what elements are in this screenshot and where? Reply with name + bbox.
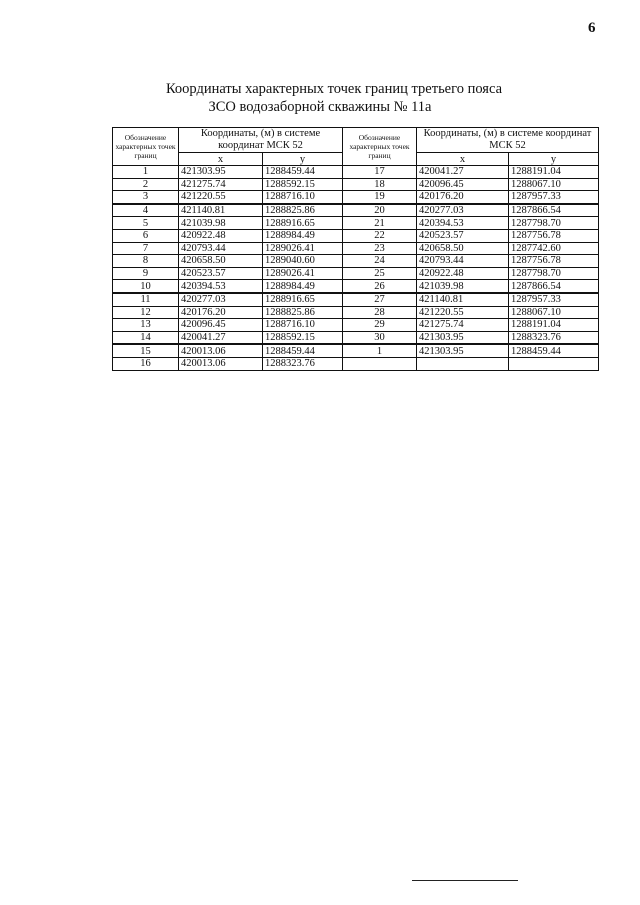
- cell-x2: 420793.44: [417, 255, 509, 268]
- cell-y1: 1288916.65: [263, 217, 343, 230]
- cell-x2: 421303.95: [417, 344, 509, 357]
- table-header-row: [113, 128, 599, 153]
- cell-p2: 24: [343, 255, 417, 268]
- cell-y2: 1287756.78: [509, 229, 599, 242]
- cell-p1: 9: [113, 267, 179, 280]
- cell-x1: 420793.44: [179, 242, 263, 255]
- cell-y1: 1288592.15: [263, 331, 343, 344]
- header-x-left: x: [179, 153, 263, 166]
- cell-x2: 421275.74: [417, 319, 509, 332]
- cell-x1: 420922.48: [179, 229, 263, 242]
- cell-p2: 18: [343, 178, 417, 191]
- coordinates-table: [112, 127, 599, 371]
- cell-y2: 1287866.54: [509, 280, 599, 293]
- cell-y2: 1287798.70: [509, 217, 599, 230]
- cell-x1: 420096.45: [179, 319, 263, 332]
- cell-x1: 420013.06: [179, 344, 263, 357]
- table-row: [113, 293, 599, 306]
- cell-y1: 1288984.49: [263, 280, 343, 293]
- cell-p2: 21: [343, 217, 417, 230]
- cell-x2: 420523.57: [417, 229, 509, 242]
- table-row: [113, 267, 599, 280]
- cell-p2: 26: [343, 280, 417, 293]
- cell-y1: 1289026.41: [263, 267, 343, 280]
- table-row: [113, 242, 599, 255]
- cell-x2: 420096.45: [417, 178, 509, 191]
- title-line-2: ЗСО водозаборной скважины № 11а: [208, 99, 432, 115]
- cell-p1: 5: [113, 217, 179, 230]
- cell-y1: 1288825.86: [263, 204, 343, 217]
- cell-p1: 1: [113, 166, 179, 179]
- header-y-left: y: [263, 153, 343, 166]
- cell-x2: 420658.50: [417, 242, 509, 255]
- cell-p1: 2: [113, 178, 179, 191]
- cell-y2: 1287866.54: [509, 204, 599, 217]
- cell-y1: 1288323.76: [263, 357, 343, 370]
- table-row: [113, 344, 599, 357]
- cell-y1: 1288716.10: [263, 191, 343, 204]
- table-row: [113, 319, 599, 332]
- cell-x2: 421039.98: [417, 280, 509, 293]
- cell-x1: 420176.20: [179, 306, 263, 319]
- table-row: [113, 255, 599, 268]
- cell-x1: 421275.74: [179, 178, 263, 191]
- cell-p1: 6: [113, 229, 179, 242]
- cell-p1: 12: [113, 306, 179, 319]
- cell-p1: 13: [113, 319, 179, 332]
- cell-p1: 8: [113, 255, 179, 268]
- cell-x2: 420041.27: [417, 166, 509, 179]
- cell-x1: 421039.98: [179, 217, 263, 230]
- cell-p1: 7: [113, 242, 179, 255]
- cell-y2: 1287957.33: [509, 191, 599, 204]
- cell-p2: 29: [343, 319, 417, 332]
- cell-p1: 15: [113, 344, 179, 357]
- cell-y2: [509, 357, 599, 370]
- cell-y1: 1288459.44: [263, 344, 343, 357]
- cell-x1: 420394.53: [179, 280, 263, 293]
- cell-p2: 1: [343, 344, 417, 357]
- cell-x2: 420277.03: [417, 204, 509, 217]
- cell-p1: 4: [113, 204, 179, 217]
- cell-y2: 1288067.10: [509, 178, 599, 191]
- cell-x2: [417, 357, 509, 370]
- cell-p2: 19: [343, 191, 417, 204]
- cell-x1: 420041.27: [179, 331, 263, 344]
- cell-p2: 22: [343, 229, 417, 242]
- table-row: [113, 204, 599, 217]
- cell-x1: 420013.06: [179, 357, 263, 370]
- cell-y1: 1288459.44: [263, 166, 343, 179]
- cell-y2: 1287798.70: [509, 267, 599, 280]
- cell-y2: 1288323.76: [509, 331, 599, 344]
- cell-y1: 1288825.86: [263, 306, 343, 319]
- header-point-left: Обозначение характерных точек границ: [113, 128, 179, 166]
- cell-p2: 28: [343, 306, 417, 319]
- cell-x2: 421303.95: [417, 331, 509, 344]
- title-line-1: Координаты характерных точек границ третьего пояса: [165, 81, 503, 97]
- table-row: [113, 178, 599, 191]
- cell-x2: 420176.20: [417, 191, 509, 204]
- cell-y1: 1288984.49: [263, 229, 343, 242]
- cell-p2: 23: [343, 242, 417, 255]
- table-row: [113, 357, 599, 370]
- cell-x1: 421220.55: [179, 191, 263, 204]
- table-row: [113, 217, 599, 230]
- cell-y2: 1288191.04: [509, 319, 599, 332]
- cell-y2: 1288067.10: [509, 306, 599, 319]
- table-row: [113, 331, 599, 344]
- cell-y1: 1288716.10: [263, 319, 343, 332]
- header-y-right: y: [509, 153, 599, 166]
- cell-y1: 1289026.41: [263, 242, 343, 255]
- cell-x2: 421220.55: [417, 306, 509, 319]
- cell-x2: 420922.48: [417, 267, 509, 280]
- cell-y2: 1287756.78: [509, 255, 599, 268]
- cell-x1: 420658.50: [179, 255, 263, 268]
- cell-x2: 420394.53: [417, 217, 509, 230]
- document-title: [0, 80, 640, 116]
- cell-y1: 1289040.60: [263, 255, 343, 268]
- cell-p2: 30: [343, 331, 417, 344]
- cell-x1: 421303.95: [179, 166, 263, 179]
- cell-p1: 3: [113, 191, 179, 204]
- cell-p2: 25: [343, 267, 417, 280]
- table-row: [113, 306, 599, 319]
- table-row: [113, 280, 599, 293]
- cell-p1: 16: [113, 357, 179, 370]
- cell-p2: 27: [343, 293, 417, 306]
- page-number: 6: [588, 20, 596, 36]
- header-point-right: Обозначение характерных точек границ: [343, 128, 417, 166]
- cell-p2: 20: [343, 204, 417, 217]
- header-x-right: x: [417, 153, 509, 166]
- cell-y2: 1288191.04: [509, 166, 599, 179]
- cell-y2: 1287742.60: [509, 242, 599, 255]
- table-row: [113, 229, 599, 242]
- header-coords-right: Координаты, (м) в системе координат МСК 52: [417, 128, 599, 153]
- cell-y2: 1287957.33: [509, 293, 599, 306]
- header-coords-left: Координаты, (м) в системе координат МСК 52: [179, 128, 343, 153]
- cell-p2: [343, 357, 417, 370]
- table-row: [113, 191, 599, 204]
- cell-x2: 421140.81: [417, 293, 509, 306]
- cell-y1: 1288592.15: [263, 178, 343, 191]
- cell-p2: 17: [343, 166, 417, 179]
- footer-rule: [412, 880, 518, 881]
- cell-y2: 1288459.44: [509, 344, 599, 357]
- cell-x1: 420523.57: [179, 267, 263, 280]
- cell-p1: 14: [113, 331, 179, 344]
- table-row: [113, 166, 599, 179]
- cell-x1: 420277.03: [179, 293, 263, 306]
- cell-p1: 10: [113, 280, 179, 293]
- cell-y1: 1288916.65: [263, 293, 343, 306]
- cell-p1: 11: [113, 293, 179, 306]
- cell-x1: 421140.81: [179, 204, 263, 217]
